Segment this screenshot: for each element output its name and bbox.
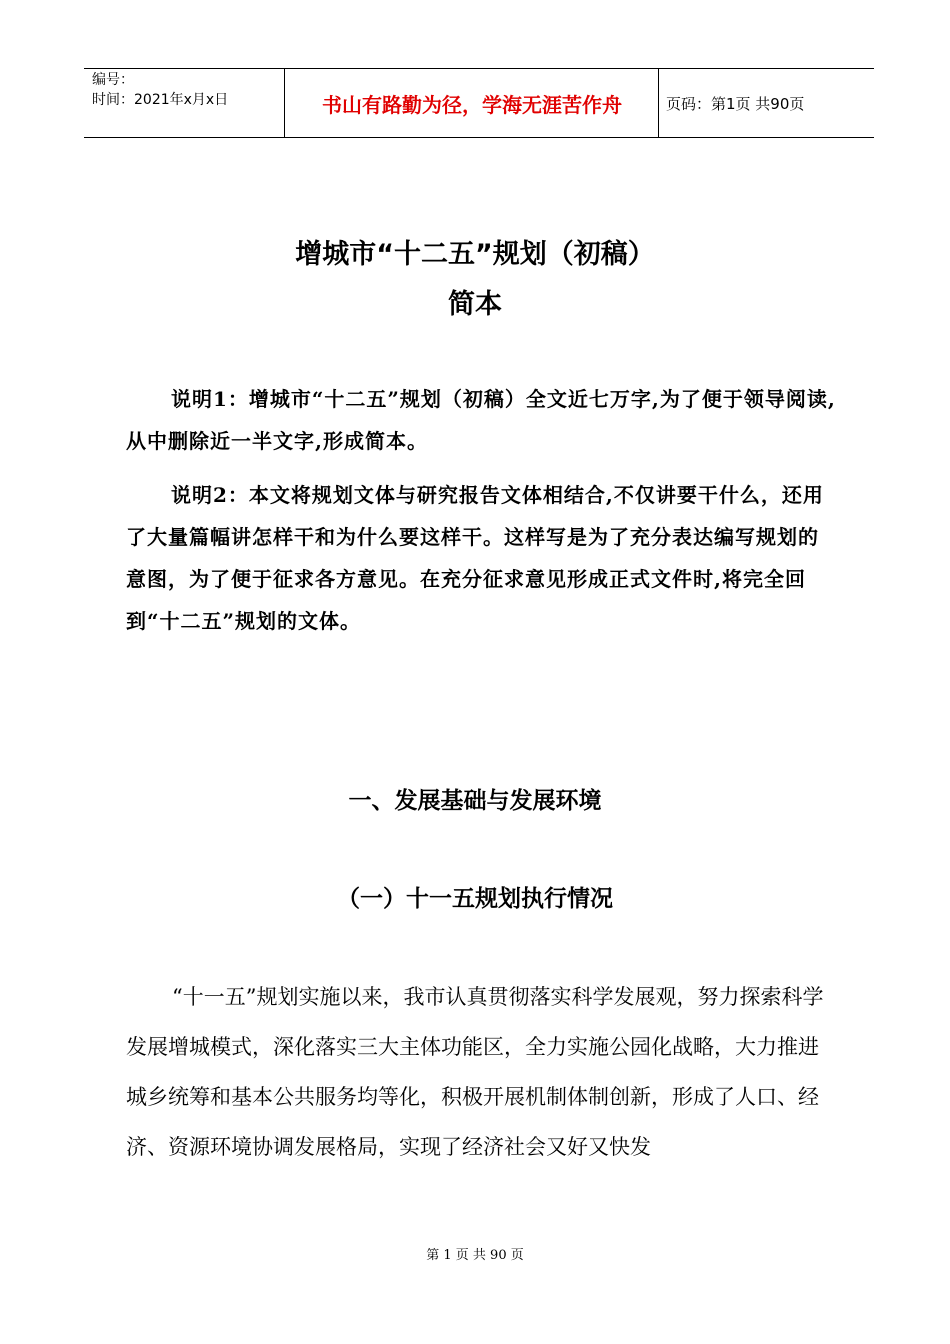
document-time-label: 时间：2021年x月x日 [92, 92, 229, 108]
section-body-paragraph: “十一五”规划实施以来，我市认真贯彻落实科学发展观，努力探索科学发展增城模式，深化落实三大主体功能区，全力实施公园化战略，大力推进城乡统筹和基本公共服务均等化，积极开展机制体制创新，形成了人口、经济、资源环境协调发展格局，实现了经济社会又好又快发 [126, 985, 824, 1159]
document-title: 增城市“十二五”规划（初稿） [295, 239, 655, 270]
header-page-label: 页码：第1页 共90页 [666, 94, 805, 113]
header-divider [658, 69, 659, 137]
header-meta-cell [84, 69, 284, 137]
note-2-text: 说明2：本文将规划文体与研究报告文体相结合,不仅讲要干什么，还用了大量篇幅讲怎样干和为什么要这样干。这样写是为了充分表达编写规划的意图，为了便于征求各方意见。在充分征求意见形成正式文件时,将完全回到“十二五”规划的文体。 [126, 483, 824, 633]
document-number-label: 编号： [92, 72, 134, 88]
document-header [84, 68, 874, 138]
header-motto: 书山有路勤为径，学海无涯苦作舟 [322, 92, 622, 117]
page-footer: 第 1 页 共 90 页 [426, 1248, 524, 1263]
header-divider [284, 69, 285, 137]
note-paragraph-1 [126, 378, 836, 462]
document-subtitle: 简本 [448, 289, 502, 320]
note-paragraph-2 [126, 474, 836, 642]
section-heading: 一、发展基础与发展环境 [348, 788, 602, 814]
note-1-text: 说明1：增城市“十二五”规划（初稿）全文近七万字,为了便于领导阅读,从中删除近一半文字,形成简本。 [126, 387, 836, 453]
section-subheading: （一）十一五规划执行情况 [337, 886, 613, 912]
